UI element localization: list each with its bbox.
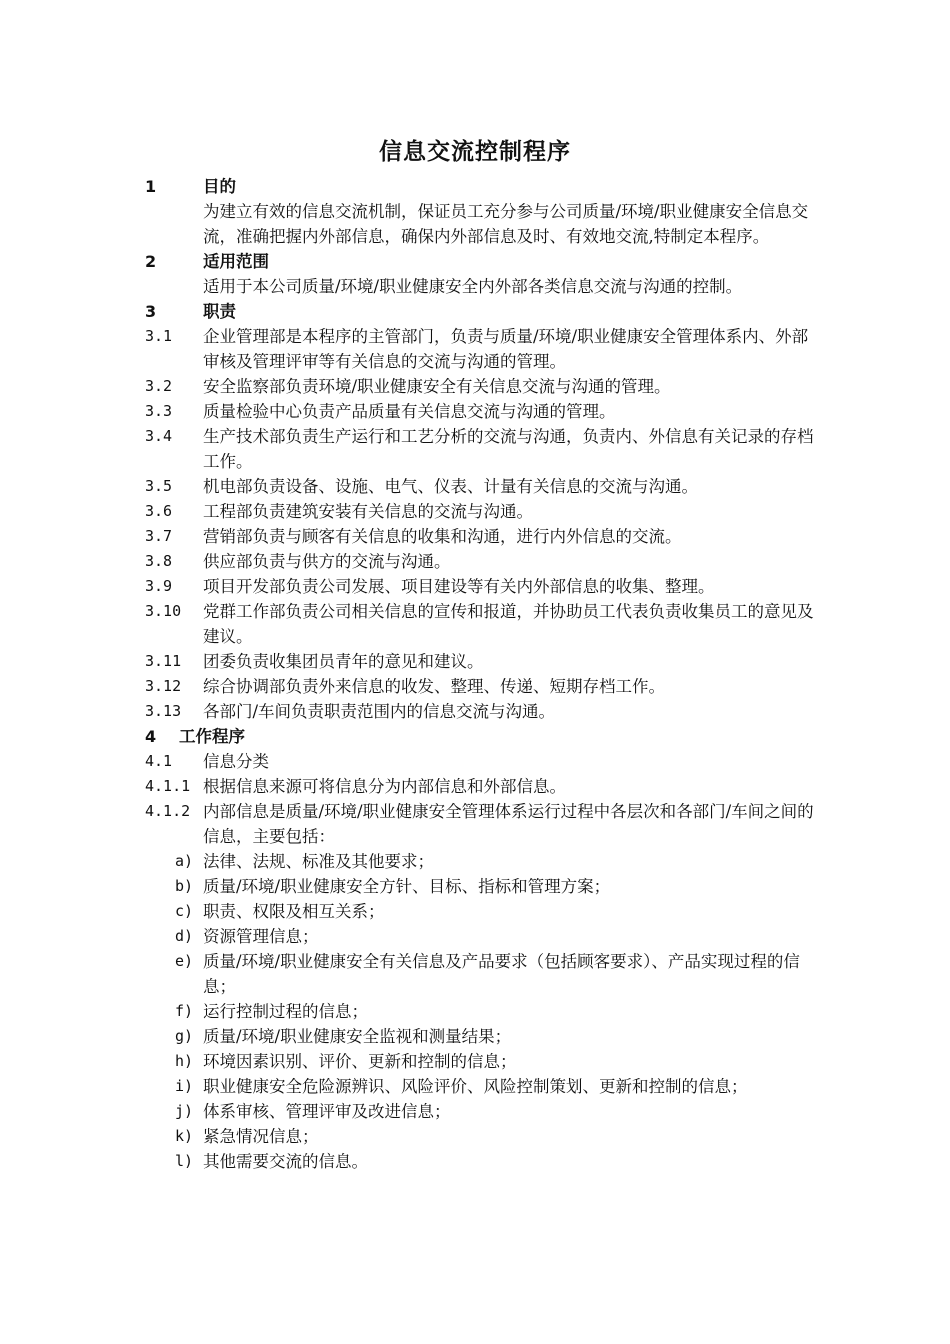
section-heading-text: 适用范围 bbox=[203, 252, 269, 271]
list-item bbox=[145, 574, 815, 599]
item-text: 信息分类 bbox=[203, 752, 269, 771]
sub-item-label: d) bbox=[175, 927, 194, 945]
item-text: 生产技术部负责生产运行和工艺分析的交流与沟通，负责内、外信息有关记录的存档工作。 bbox=[203, 427, 814, 471]
item-text: 项目开发部负责公司发展、项目建设等有关内外部信息的收集、整理。 bbox=[203, 577, 715, 596]
sub-list-item bbox=[145, 924, 815, 949]
item-text: 营销部负责与顾客有关信息的收集和沟通，进行内外信息的交流。 bbox=[203, 527, 682, 546]
list-item bbox=[145, 699, 815, 724]
sub-list-item bbox=[145, 1049, 815, 1074]
item-number: 3.4 bbox=[145, 427, 173, 445]
item-number: 3.12 bbox=[145, 677, 182, 695]
list-item bbox=[145, 474, 815, 499]
item-text: 团委负责收集团员青年的意见和建议。 bbox=[203, 652, 484, 671]
sub-list-item bbox=[145, 1074, 815, 1099]
list-item bbox=[145, 524, 815, 549]
item-text: 党群工作部负责公司相关信息的宣传和报道，并协助员工代表负责收集员工的意见及建议。 bbox=[203, 602, 814, 646]
list-item bbox=[145, 674, 815, 699]
section-number: 4 bbox=[145, 727, 157, 746]
sub-list-item bbox=[145, 1124, 815, 1149]
item-number: 3.6 bbox=[145, 502, 173, 520]
item-text: 质量检验中心负责产品质量有关信息交流与沟通的管理。 bbox=[203, 402, 616, 421]
sub-item-text: 其他需要交流的信息。 bbox=[203, 1152, 368, 1171]
sub-item-label: c) bbox=[175, 902, 194, 920]
document-title: 信息交流控制程序 bbox=[379, 139, 571, 165]
section-heading-text: 职责 bbox=[203, 302, 236, 321]
sub-item-label: k) bbox=[175, 1127, 194, 1145]
sub-list-item bbox=[145, 899, 815, 924]
section-paragraph: 为建立有效的信息交流机制，保证员工充分参与公司质量/环境/职业健康安全信息交流，准确把握内外部信息，确保内外部信息及时、有效地交流,特制定本程序。 bbox=[203, 202, 809, 246]
item-number: 3.5 bbox=[145, 477, 173, 495]
sub-item-label: b) bbox=[175, 877, 194, 895]
item-number: 3.3 bbox=[145, 402, 173, 420]
sub-item-text: 职责、权限及相互关系； bbox=[203, 902, 385, 921]
sub-item-text: 质量/环境/职业健康安全方针、目标、指标和管理方案； bbox=[203, 877, 611, 896]
section-heading-4 bbox=[145, 724, 815, 749]
sub-item-text: 法律、法规、标准及其他要求； bbox=[203, 852, 434, 871]
item-number: 4.1 bbox=[145, 752, 173, 770]
item-number: 3.1 bbox=[145, 327, 173, 345]
sub-item-label: a) bbox=[175, 852, 194, 870]
item-number: 3.13 bbox=[145, 702, 182, 720]
list-item bbox=[145, 324, 815, 374]
section-number: 3 bbox=[145, 302, 157, 321]
document-body bbox=[145, 174, 815, 1174]
item-number: 3.2 bbox=[145, 377, 173, 395]
section-number: 2 bbox=[145, 252, 157, 271]
sub-item-label: l) bbox=[175, 1152, 194, 1170]
list-item bbox=[145, 774, 815, 799]
list-item bbox=[145, 374, 815, 399]
list-item bbox=[145, 399, 815, 424]
list-item bbox=[145, 424, 815, 474]
sub-item-label: e) bbox=[175, 952, 194, 970]
sub-item-text: 职业健康安全危险源辨识、风险评价、风险控制策划、更新和控制的信息； bbox=[203, 1077, 748, 1096]
item-text: 内部信息是质量/环境/职业健康安全管理体系运行过程中各层次和各部门/车间之间的信息，主要包括： bbox=[203, 802, 814, 846]
section-heading-2 bbox=[145, 249, 815, 274]
sub-item-text: 体系审核、管理评审及改进信息； bbox=[203, 1102, 451, 1121]
item-text: 根据信息来源可将信息分为内部信息和外部信息。 bbox=[203, 777, 566, 796]
sub-item-text: 环境因素识别、评价、更新和控制的信息； bbox=[203, 1052, 517, 1071]
sub-list-item bbox=[145, 999, 815, 1024]
section-number: 1 bbox=[145, 177, 157, 196]
item-number: 3.10 bbox=[145, 602, 182, 620]
sub-item-label: g) bbox=[175, 1027, 194, 1045]
sub-item-label: f) bbox=[175, 1002, 194, 1020]
sub-item-text: 资源管理信息； bbox=[203, 927, 319, 946]
sub-item-text: 质量/环境/职业健康安全有关信息及产品要求（包括顾客要求）、产品实现过程的信息； bbox=[203, 952, 800, 996]
section-heading-3 bbox=[145, 299, 815, 324]
item-number: 3.9 bbox=[145, 577, 173, 595]
section-heading-1 bbox=[145, 174, 815, 199]
sub-list-item bbox=[145, 874, 815, 899]
item-number: 4.1.1 bbox=[145, 777, 191, 795]
sub-item-label: h) bbox=[175, 1052, 194, 1070]
sub-item-text: 运行控制过程的信息； bbox=[203, 1002, 368, 1021]
section-heading-text: 工作程序 bbox=[179, 727, 245, 746]
list-item bbox=[145, 599, 815, 649]
item-text: 安全监察部负责环境/职业健康安全有关信息交流与沟通的管理。 bbox=[203, 377, 671, 396]
item-text: 综合协调部负责外来信息的收发、整理、传递、短期存档工作。 bbox=[203, 677, 665, 696]
item-number: 3.11 bbox=[145, 652, 182, 670]
sub-item-text: 紧急情况信息； bbox=[203, 1127, 319, 1146]
sub-list-item bbox=[145, 849, 815, 874]
item-text: 各部门/车间负责职责范围内的信息交流与沟通。 bbox=[203, 702, 556, 721]
item-number: 4.1.2 bbox=[145, 802, 191, 820]
sub-item-label: j) bbox=[175, 1102, 194, 1120]
item-text: 企业管理部是本程序的主管部门，负责与质量/环境/职业健康安全管理体系内、外部审核及管理评审等有关信息的交流与沟通的管理。 bbox=[203, 327, 809, 371]
list-item bbox=[145, 499, 815, 524]
section-heading-text: 目的 bbox=[203, 177, 236, 196]
sub-list-item bbox=[145, 1024, 815, 1049]
item-text: 机电部负责设备、设施、电气、仪表、计量有关信息的交流与沟通。 bbox=[203, 477, 698, 496]
list-item bbox=[145, 799, 815, 849]
sub-list-item bbox=[145, 949, 815, 999]
list-item bbox=[145, 649, 815, 674]
item-text: 工程部负责建筑安装有关信息的交流与沟通。 bbox=[203, 502, 533, 521]
list-item bbox=[145, 749, 815, 774]
sub-list-item bbox=[145, 1149, 815, 1174]
item-text: 供应部负责与供方的交流与沟通。 bbox=[203, 552, 451, 571]
sub-list-item bbox=[145, 1099, 815, 1124]
sub-item-text: 质量/环境/职业健康安全监视和测量结果； bbox=[203, 1027, 512, 1046]
item-number: 3.8 bbox=[145, 552, 173, 570]
list-item bbox=[145, 549, 815, 574]
section-paragraph: 适用于本公司质量/环境/职业健康安全内外部各类信息交流与沟通的控制。 bbox=[203, 277, 743, 296]
sub-item-label: i) bbox=[175, 1077, 194, 1095]
item-number: 3.7 bbox=[145, 527, 173, 545]
